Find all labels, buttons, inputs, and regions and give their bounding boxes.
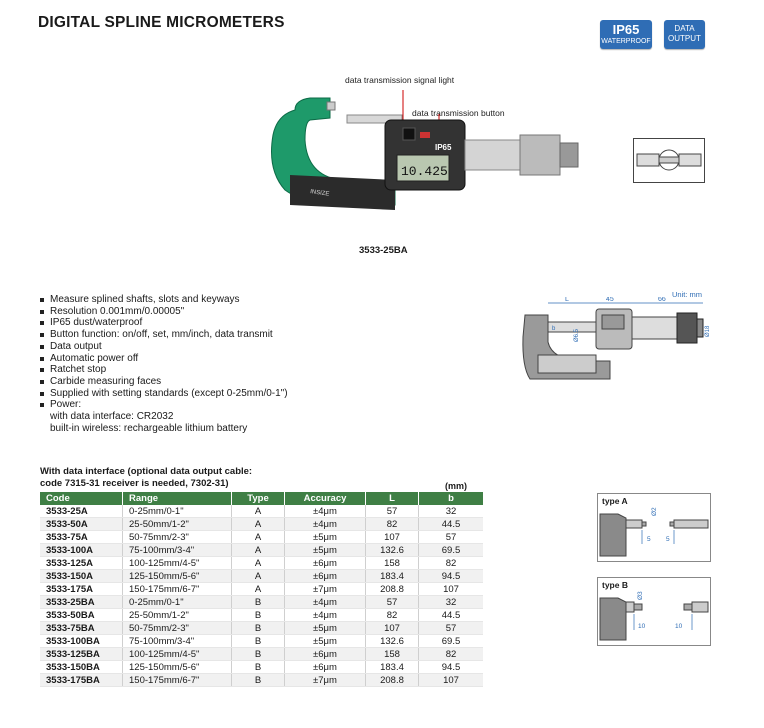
- table-row: [40, 531, 483, 544]
- feature-item: Power:: [40, 399, 288, 411]
- callout-signal-light: data transmission signal light: [345, 75, 455, 85]
- table-cell: 0-25mm/0-1": [123, 596, 232, 609]
- table-cell: 69.5: [419, 635, 484, 648]
- table-cell: B: [232, 596, 285, 609]
- feature-item: Carbide measuring faces: [40, 376, 288, 388]
- feature-item: Automatic power off: [40, 353, 288, 365]
- table-cell: 3533-50A: [40, 518, 123, 531]
- type-b-box: [597, 577, 711, 646]
- dimension-drawing: [520, 297, 715, 382]
- table-cell: 150-175mm/6-7": [123, 674, 232, 687]
- table-row: [40, 648, 483, 661]
- callout-transmission-button: data transmission button: [412, 108, 505, 118]
- table-cell: 94.5: [419, 661, 484, 674]
- dim-45: 45: [606, 297, 614, 303]
- dim-d18: Ø18: [705, 325, 711, 337]
- table-intro: [40, 466, 252, 489]
- table-row: [40, 544, 483, 557]
- table-cell: 3533-100BA: [40, 635, 123, 648]
- type-a-box: [597, 493, 711, 562]
- table-cell: 3533-150BA: [40, 661, 123, 674]
- feature-item: Supplied with setting standards (except 0-25mm/0-1"): [40, 388, 288, 400]
- table-intro-line2: code 7315-31 receiver is needed, 7302-31): [40, 477, 229, 489]
- table-unit: (mm): [445, 481, 467, 491]
- measuring-face-detail: [633, 138, 705, 183]
- type-a-dim-5a: 5: [647, 536, 651, 543]
- model-caption: 3533-25BA: [359, 245, 408, 256]
- feature-item: IP65 dust/waterproof: [40, 317, 288, 329]
- table-cell: ±6μm: [285, 661, 366, 674]
- table-cell: 75-100mm/3-4": [123, 635, 232, 648]
- type-b-dim-10a: 10: [638, 623, 646, 630]
- type-a-dim-5b: 5: [666, 536, 670, 543]
- table-cell: 3533-100A: [40, 544, 123, 557]
- table-cell: ±7μm: [285, 674, 366, 687]
- table-cell: ±7μm: [285, 583, 366, 596]
- table-cell: B: [232, 661, 285, 674]
- table-cell: 3533-25BA: [40, 596, 123, 609]
- table-cell: 25-50mm/1-2": [123, 609, 232, 622]
- lcd-ip65-label: IP65: [435, 143, 452, 152]
- table-cell: 150-175mm/6-7": [123, 583, 232, 596]
- feature-item: Resolution 0.001mm/0.00005": [40, 306, 288, 318]
- table-cell: A: [232, 544, 285, 557]
- table-cell: 57: [419, 622, 484, 635]
- table-cell: B: [232, 635, 285, 648]
- dim-d65: Ø6.5: [574, 328, 580, 342]
- table-cell: 3533-25A: [40, 505, 123, 518]
- table-row: [40, 674, 483, 687]
- table-cell: 94.5: [419, 570, 484, 583]
- table-cell: B: [232, 622, 285, 635]
- feature-item: built-in wireless: rechargeable lithium battery: [50, 422, 248, 434]
- table-cell: ±4μm: [285, 518, 366, 531]
- col-accuracy: Accuracy: [285, 492, 366, 505]
- dim-L: L: [565, 297, 569, 303]
- table-cell: 107: [419, 674, 484, 687]
- page-title: DIGITAL SPLINE MICROMETERS: [38, 14, 285, 31]
- table-row: [40, 635, 483, 648]
- feature-item: Data output: [40, 341, 288, 353]
- table-cell: 100-125mm/4-5": [123, 648, 232, 661]
- table-cell: 125-150mm/5-6": [123, 661, 232, 674]
- feature-item: Ratchet stop: [40, 364, 288, 376]
- table-cell: ±5μm: [285, 544, 366, 557]
- table-cell: A: [232, 583, 285, 596]
- table-cell: 3533-75BA: [40, 622, 123, 635]
- table-cell: 57: [366, 596, 419, 609]
- table-cell: ±5μm: [285, 635, 366, 648]
- table-cell: ±5μm: [285, 531, 366, 544]
- type-a-dim-d: Ø2: [651, 507, 658, 516]
- table-cell: 107: [366, 622, 419, 635]
- table-cell: 82: [419, 557, 484, 570]
- unit-label: Unit: mm: [672, 290, 702, 299]
- table-row: [40, 596, 483, 609]
- micrometer-illustration: [255, 80, 585, 230]
- table-cell: 3533-75A: [40, 531, 123, 544]
- table-cell: 183.4: [366, 661, 419, 674]
- feature-item: Measure splined shafts, slots and keyways: [40, 294, 288, 306]
- table-cell: 3533-175A: [40, 583, 123, 596]
- table-cell: B: [232, 674, 285, 687]
- table-cell: 208.8: [366, 674, 419, 687]
- table-row: [40, 622, 483, 635]
- table-row: [40, 570, 483, 583]
- table-cell: ±4μm: [285, 609, 366, 622]
- table-cell: 0-25mm/0-1": [123, 505, 232, 518]
- table-cell: ±6μm: [285, 557, 366, 570]
- table-cell: 50-75mm/2-3": [123, 622, 232, 635]
- table-row: [40, 518, 483, 531]
- table-cell: ±4μm: [285, 596, 366, 609]
- ip65-badge-main: IP65: [612, 22, 640, 37]
- table-row: [40, 609, 483, 622]
- table-row: [40, 505, 483, 518]
- table-intro-line1: With data interface (optional data output cable:: [40, 466, 253, 477]
- table-cell: 25-50mm/1-2": [123, 518, 232, 531]
- feature-item: Button function: on/off, set, mm/inch, data transmit: [40, 329, 288, 341]
- table-cell: 57: [366, 505, 419, 518]
- feature-item: with data interface: CR2032: [50, 411, 174, 423]
- table-cell: 125-150mm/5-6": [123, 570, 232, 583]
- table-cell: 132.6: [366, 544, 419, 557]
- table-cell: B: [232, 609, 285, 622]
- table-cell: 82: [419, 648, 484, 661]
- feature-list: [40, 294, 288, 434]
- table-cell: 3533-50BA: [40, 609, 123, 622]
- table-cell: 100-125mm/4-5": [123, 557, 232, 570]
- table-cell: 3533-125BA: [40, 648, 123, 661]
- type-a-label: type A: [602, 496, 628, 506]
- col-code: Code: [40, 492, 123, 505]
- table-row: [40, 661, 483, 674]
- dim-66: 66: [658, 297, 666, 303]
- svg-text:INSIZE: INSIZE: [309, 189, 330, 198]
- type-b-diagram: [598, 578, 710, 645]
- data-output-badge-line1: DATA: [674, 24, 695, 33]
- table-cell: B: [232, 648, 285, 661]
- table-cell: ±5μm: [285, 622, 366, 635]
- spec-table: [40, 492, 483, 687]
- table-cell: 82: [366, 518, 419, 531]
- table-cell: 208.8: [366, 583, 419, 596]
- table-cell: 3533-150A: [40, 570, 123, 583]
- col-l: L: [366, 492, 419, 505]
- table-row: [40, 557, 483, 570]
- table-cell: 57: [419, 531, 484, 544]
- type-b-dim-d: Ø3: [637, 591, 644, 600]
- table-row: [40, 583, 483, 596]
- table-cell: 183.4: [366, 570, 419, 583]
- table-cell: 32: [419, 596, 484, 609]
- table-cell: 107: [419, 583, 484, 596]
- display-reading: 10.425: [401, 164, 448, 179]
- table-header-row: [40, 492, 483, 505]
- table-cell: ±6μm: [285, 570, 366, 583]
- table-cell: 82: [366, 609, 419, 622]
- col-range: Range: [123, 492, 232, 505]
- table-cell: A: [232, 505, 285, 518]
- table-cell: 3533-175BA: [40, 674, 123, 687]
- col-type: Type: [232, 492, 285, 505]
- table-cell: ±6μm: [285, 648, 366, 661]
- table-cell: 158: [366, 648, 419, 661]
- table-cell: A: [232, 531, 285, 544]
- table-cell: 32: [419, 505, 484, 518]
- table-cell: 69.5: [419, 544, 484, 557]
- table-cell: A: [232, 557, 285, 570]
- ip65-badge-sub: WATERPROOF: [601, 38, 651, 45]
- table-cell: 44.5: [419, 518, 484, 531]
- data-output-badge: [664, 20, 705, 49]
- table-cell: 44.5: [419, 609, 484, 622]
- table-cell: A: [232, 570, 285, 583]
- table-cell: 158: [366, 557, 419, 570]
- table-cell: 50-75mm/2-3": [123, 531, 232, 544]
- type-b-dim-10b: 10: [675, 623, 683, 630]
- table-cell: 75-100mm/3-4": [123, 544, 232, 557]
- data-output-badge-line2: OUTPUT: [668, 34, 701, 43]
- type-a-diagram: [598, 494, 710, 561]
- type-b-label: type B: [602, 580, 628, 590]
- table-cell: 107: [366, 531, 419, 544]
- ip65-badge: [600, 20, 652, 49]
- dim-b: b: [552, 326, 556, 332]
- table-cell: 132.6: [366, 635, 419, 648]
- table-cell: 3533-125A: [40, 557, 123, 570]
- table-cell: A: [232, 518, 285, 531]
- table-cell: ±4μm: [285, 505, 366, 518]
- col-b: b: [419, 492, 484, 505]
